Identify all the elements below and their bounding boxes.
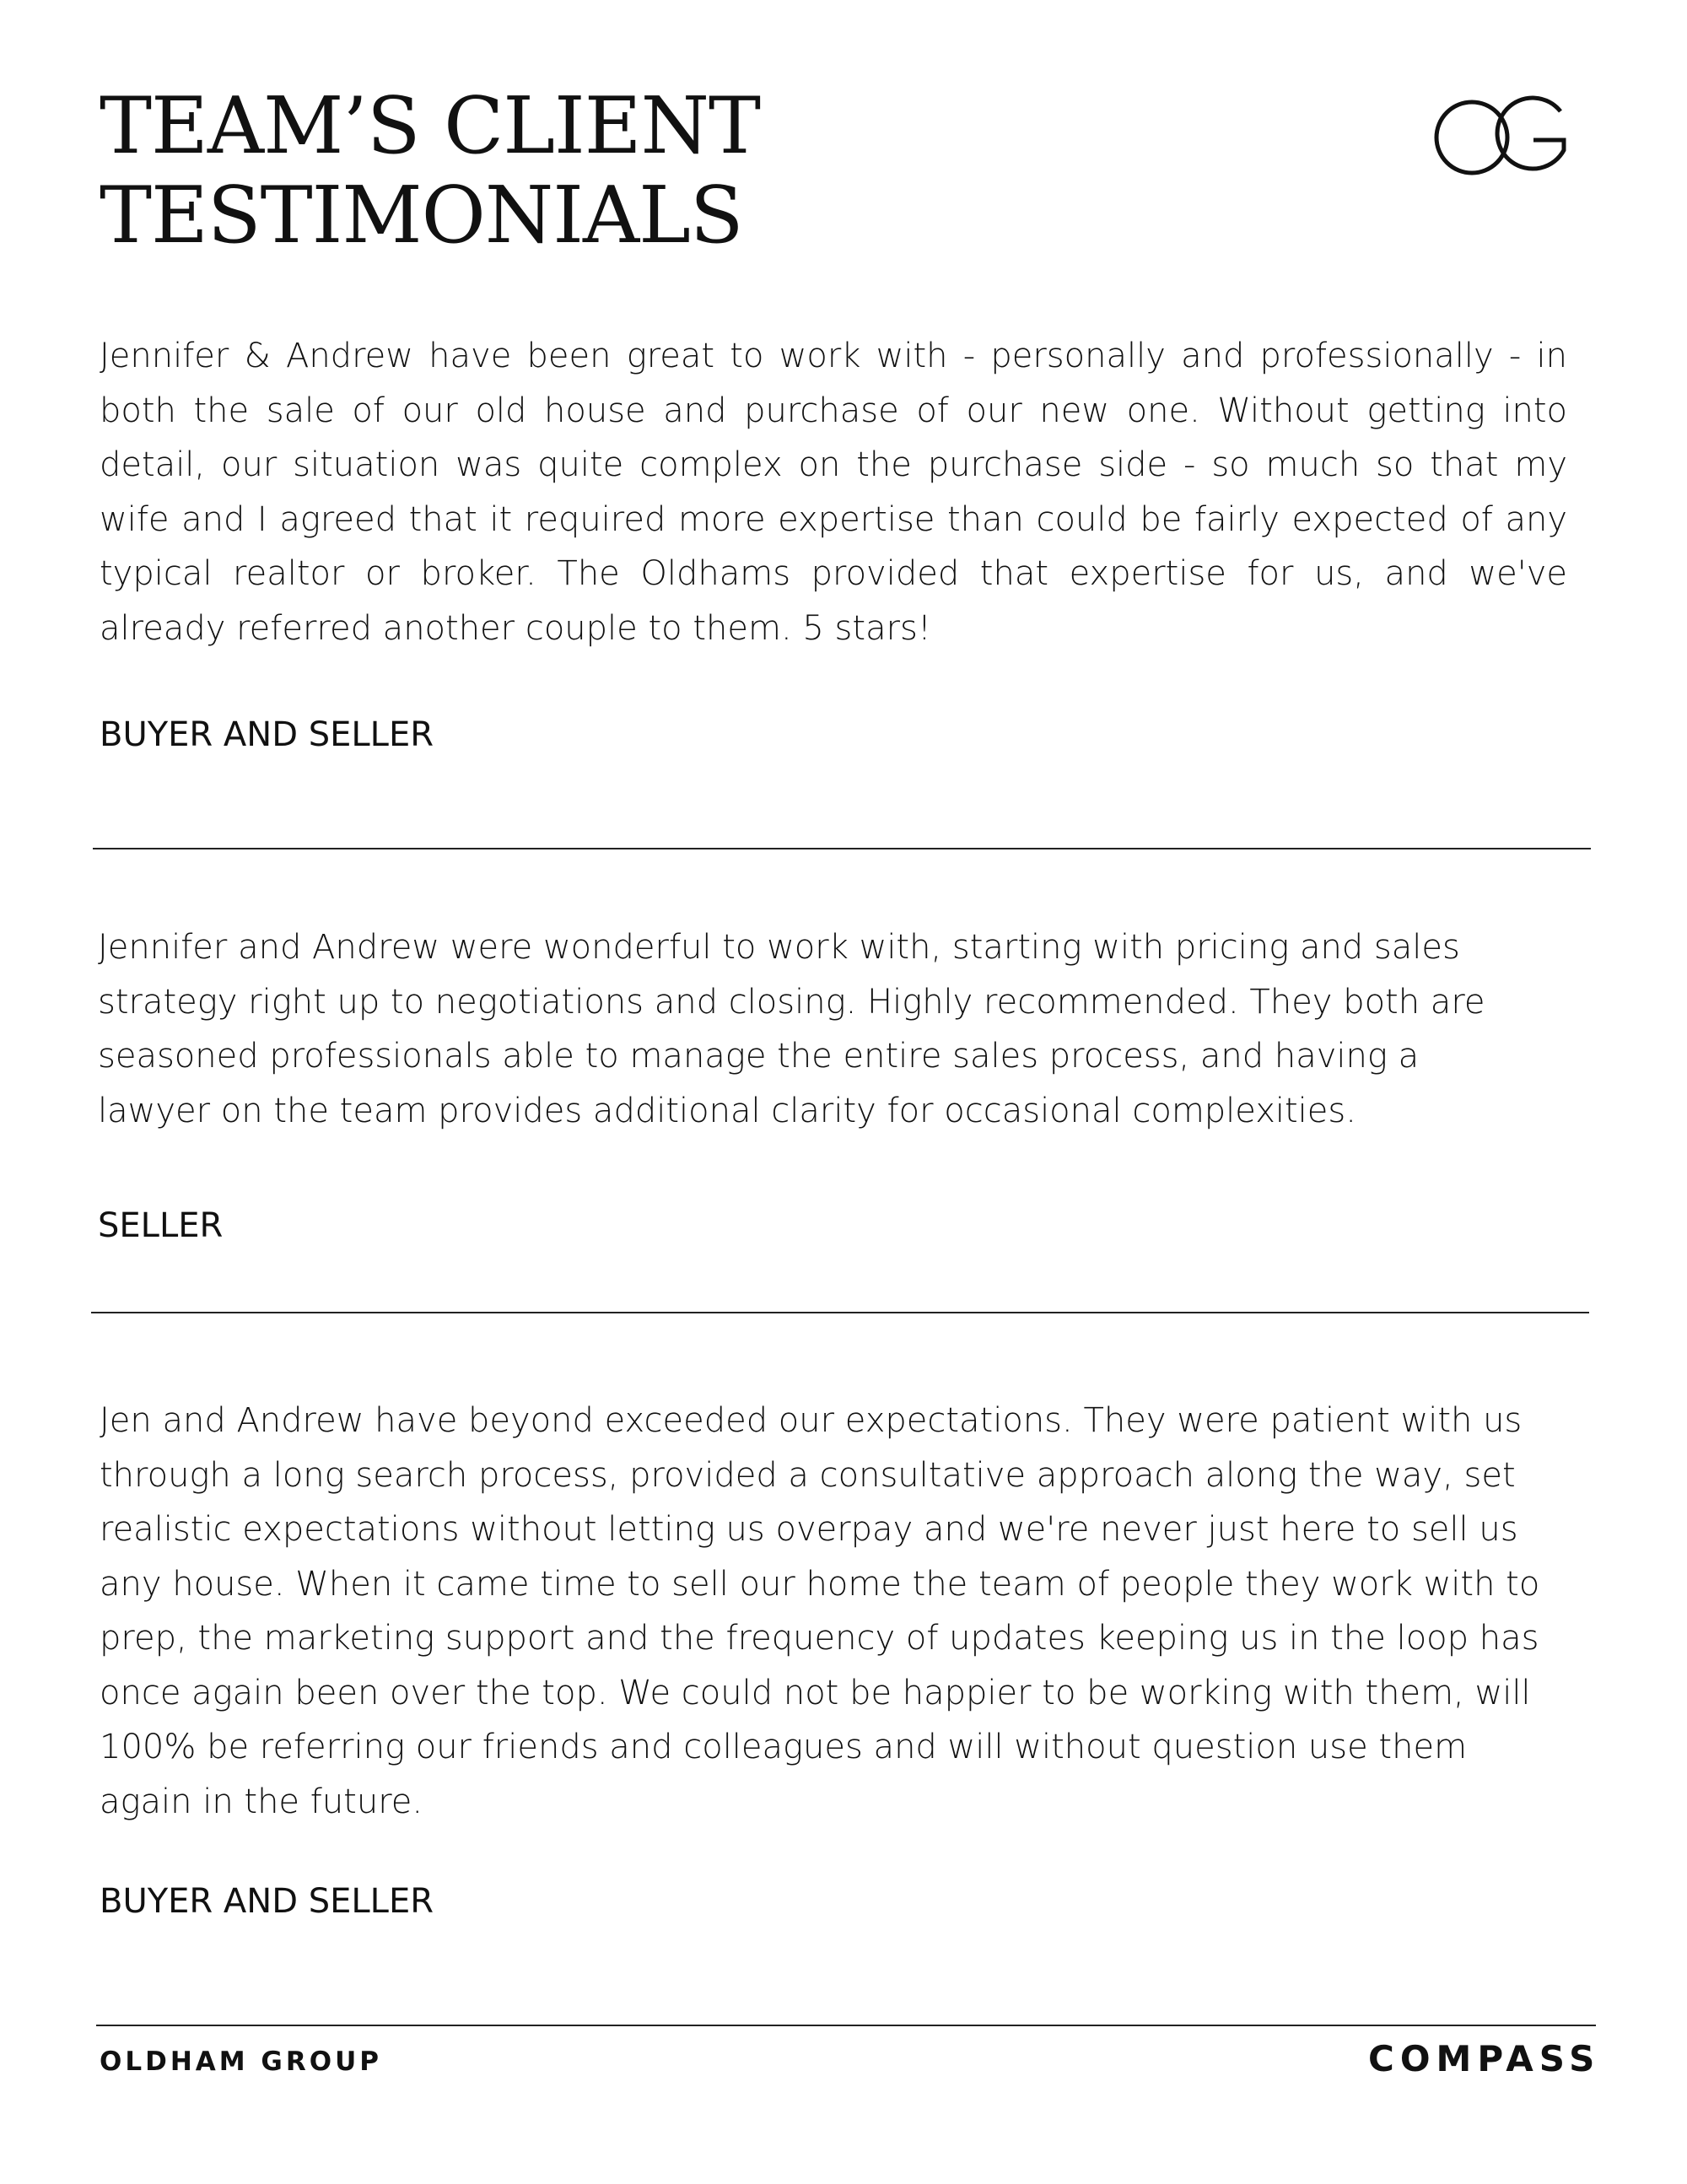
divider — [93, 848, 1591, 849]
testimonial-role: BUYER AND SELLER — [100, 715, 434, 754]
testimonial-quote: Jennifer and Andrew were wonderful to work with, starting with pricing and sales strategy right up to negotiations and closing. Highly recommended. They both are seasoned professionals able to manage the entire sales process, and having a lawyer on the team provides additional clarity for occasional complexities. — [98, 928, 1485, 1130]
testimonial-2 — [98, 920, 1532, 1138]
testimonial-role: BUYER AND SELLER — [100, 1882, 434, 1921]
compass-wordmark: COMPASS — [1368, 2038, 1601, 2079]
testimonial-quote: Jennifer & Andrew have been great to work with - personally and professionally - in both the sale of our old house and purchase of our new one. Without getting into detail, our situation was quite complex on the purchase side - so much so that my wife and I agreed that it required more expertise than could be fairly expected of any typical realtor or broker. The Oldhams provided that expertise for us, and we've already referred another couple to them. 5 stars! — [100, 337, 1567, 648]
divider — [91, 1312, 1589, 1313]
page-title-line-2: TESTIMONIALS — [100, 170, 743, 261]
footer-divider — [96, 2025, 1596, 2026]
og-monogram-icon — [1434, 91, 1573, 184]
testimonial-3 — [100, 1394, 1550, 1829]
testimonial-role: SELLER — [98, 1206, 224, 1245]
page-title — [100, 81, 760, 260]
page-title-line-1: TEAM’S CLIENT — [100, 80, 761, 171]
oldham-group-wordmark: OLDHAM GROUP — [100, 2046, 382, 2077]
testimonial-quote: Jen and Andrew have beyond exceeded our expectations. They were patient with us through a long search process, provided a consultative approach along the way, set realistic expectations without letting us overpay and we're never just here to sell us any house. When it came time to sell our home the team of people they work with to prep, the marketing support and the frequency of updates keeping us in the loop has once again been over the top. We could not be happier to be working with them, will 100% be referring our friends and colleagues and will without question use them again in the future. — [100, 1401, 1540, 1821]
testimonial-1 — [100, 329, 1567, 655]
